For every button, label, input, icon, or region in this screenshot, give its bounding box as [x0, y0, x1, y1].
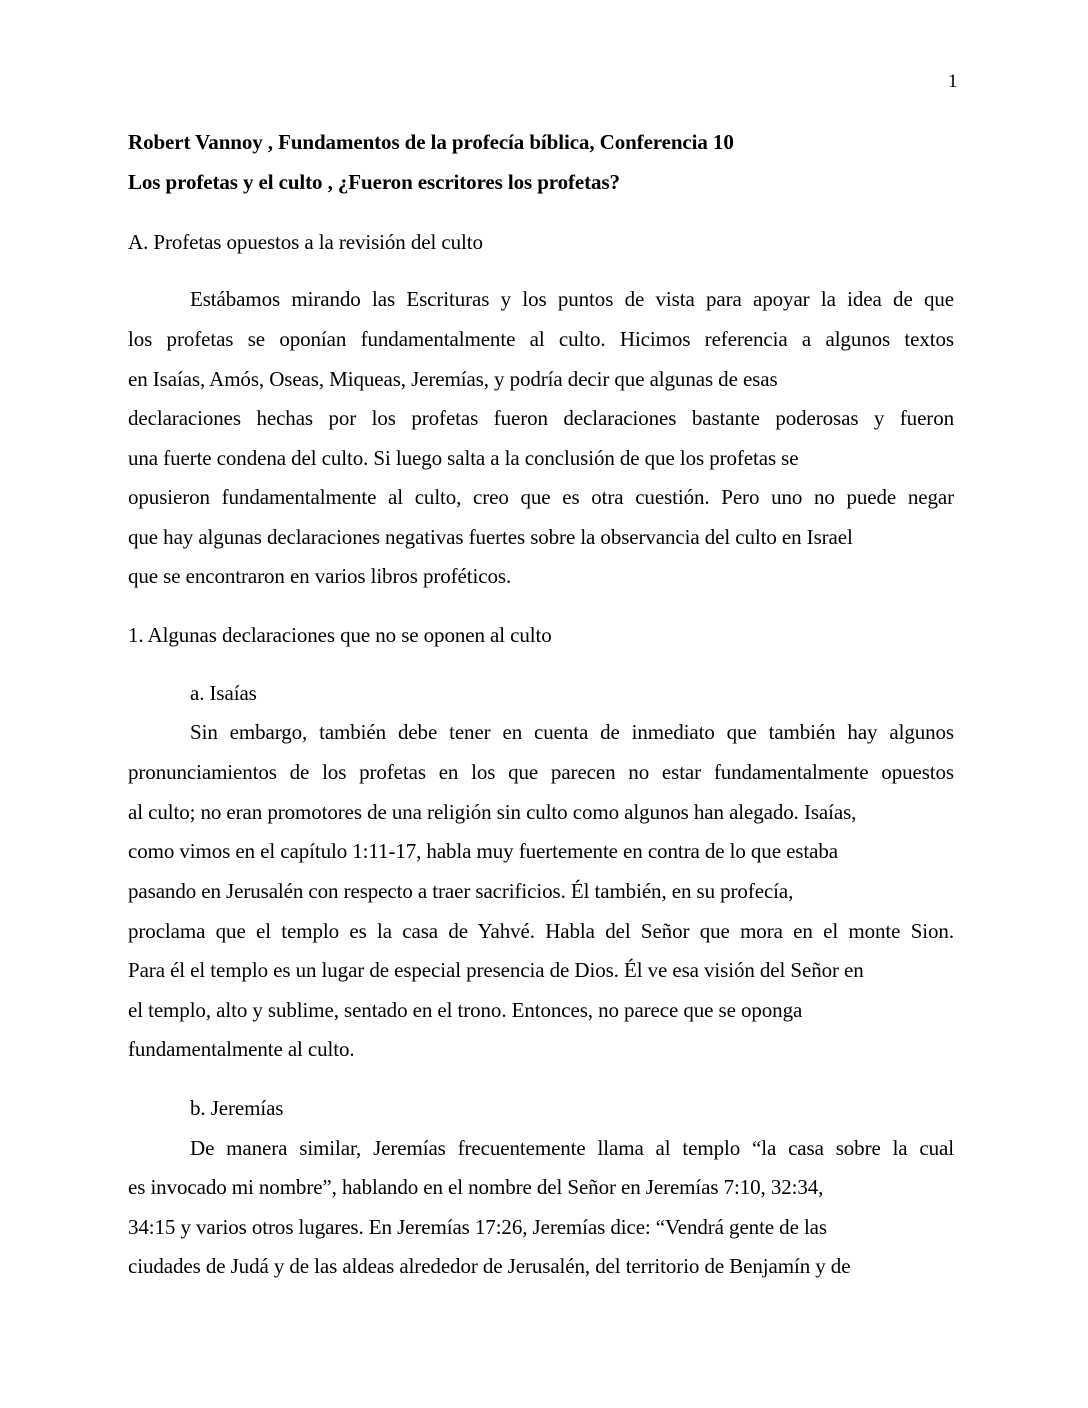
paragraph-line: fundamentalmente al culto. [128, 1037, 355, 1061]
paragraph-line: opusieron fundamentalmente al culto, creo que es otra cuestión. Pero uno no puede negar [128, 485, 954, 509]
paragraph-line: como vimos en el capítulo 1:11-17, habla muy fuertemente en contra de lo que estaba [128, 839, 838, 863]
paragraph-line: De manera similar, Jeremías frecuentemente llama al templo “la casa sobre la cual [190, 1136, 954, 1160]
document-title: Robert Vannoy , Fundamentos de la profecía bíblica, Conferencia 10 [128, 130, 734, 154]
paragraph-line: pronunciamientos de los profetas en los que parecen no estar fundamentalmente opuestos [128, 760, 954, 784]
paragraph-line: una fuerte condena del culto. Si luego salta a la conclusión de que los profetas se [128, 446, 799, 470]
document-subtitle: Los profetas y el culto , ¿Fueron escritores los profetas? [128, 170, 620, 194]
subsection-a-heading: a. Isaías [190, 681, 257, 705]
paragraph-line: ciudades de Judá y de las aldeas alrededor de Jerusalén, del territorio de Benjamín y de [128, 1254, 851, 1278]
paragraph-line: pasando en Jerusalén con respecto a traer sacrificios. Él también, en su profecía, [128, 879, 794, 903]
paragraph-line: al culto; no eran promotores de una religión sin culto como algunos han alegado. Isaías, [128, 800, 857, 824]
paragraph-line: 34:15 y varios otros lugares. En Jeremías 17:26, Jeremías dice: “Vendrá gente de las [128, 1215, 827, 1239]
paragraph-line: que hay algunas declaraciones negativas fuertes sobre la observancia del culto en Israel [128, 525, 853, 549]
paragraph-line: es invocado mi nombre”, hablando en el nombre del Señor en Jeremías 7:10, 32:34, [128, 1175, 824, 1199]
section-a-heading: A. Profetas opuestos a la revisión del culto [128, 230, 483, 254]
paragraph-line: que se encontraron en varios libros proféticos. [128, 564, 512, 588]
paragraph-line: el templo, alto y sublime, sentado en el trono. Entonces, no parece que se oponga [128, 998, 803, 1022]
subsection-b-heading: b. Jeremías [190, 1096, 284, 1120]
paragraph-line: Sin embargo, también debe tener en cuenta de inmediato que también hay algunos [190, 720, 954, 744]
paragraph-line: Para él el templo es un lugar de especial presencia de Dios. Él ve esa visión del Señor en [128, 958, 864, 982]
paragraph-line: en Isaías, Amós, Oseas, Miqueas, Jeremías, y podría decir que algunas de esas [128, 367, 778, 391]
page-number: 1 [948, 71, 958, 92]
section-1-heading: 1. Algunas declaraciones que no se oponen al culto [128, 623, 552, 647]
paragraph-line: proclama que el templo es la casa de Yahvé. Habla del Señor que mora en el monte Sion. [128, 919, 954, 943]
paragraph-line: declaraciones hechas por los profetas fueron declaraciones bastante poderosas y fueron [128, 406, 954, 430]
paragraph-line: los profetas se oponían fundamentalmente al culto. Hicimos referencia a algunos textos [128, 327, 954, 351]
paragraph-line: Estábamos mirando las Escrituras y los puntos de vista para apoyar la idea de que [190, 287, 954, 311]
